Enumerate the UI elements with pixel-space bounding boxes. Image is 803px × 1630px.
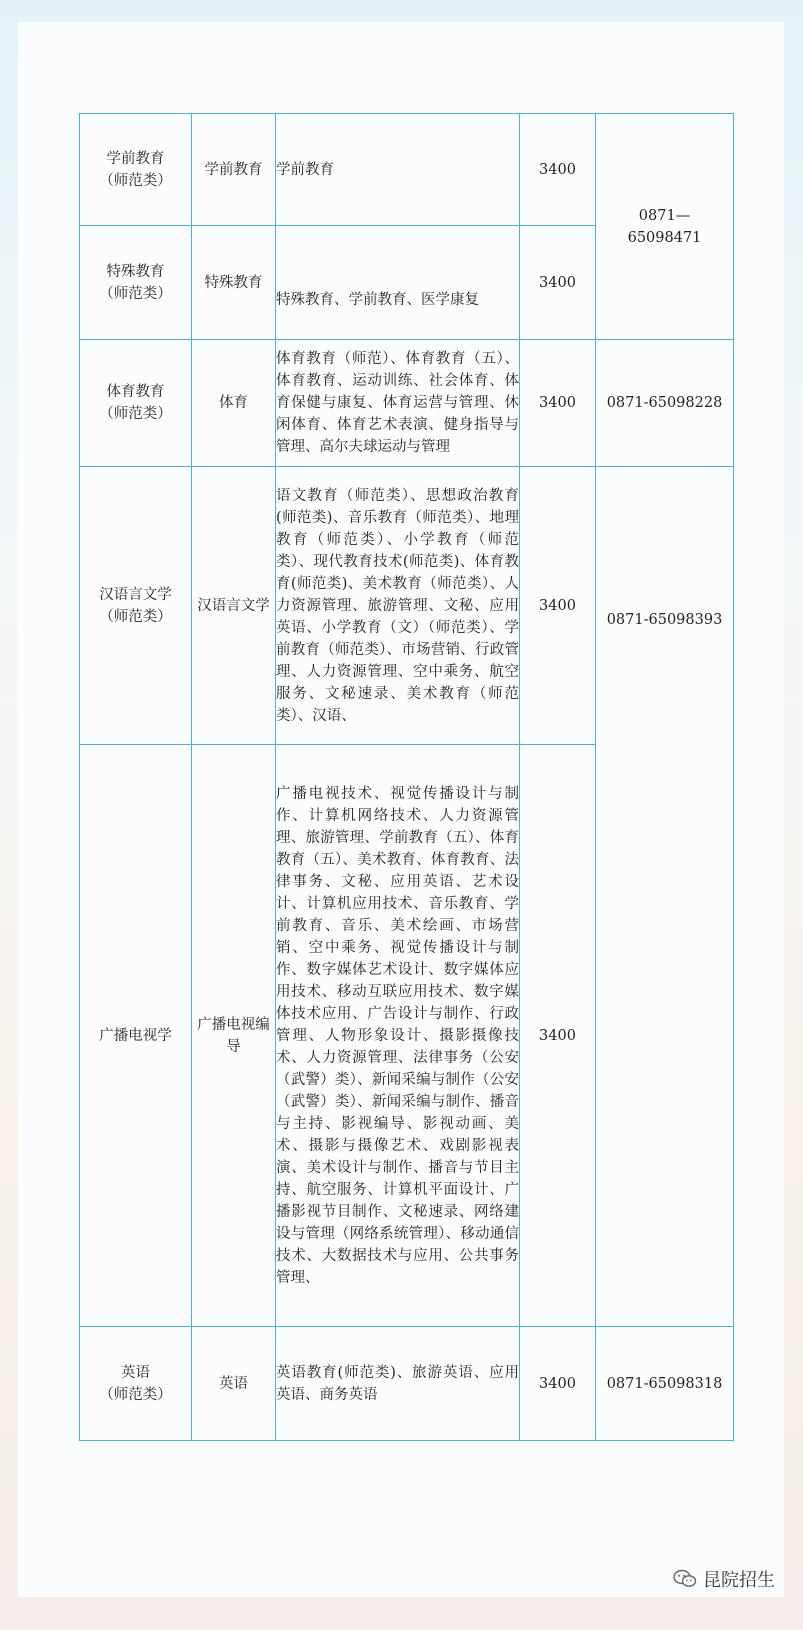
- original-major-cell: 体育: [192, 340, 276, 467]
- major-name: 广播电视学: [99, 1027, 172, 1044]
- major-cell: [80, 1327, 192, 1441]
- majors-table: [79, 113, 734, 1441]
- scope-cell: 广播电视技术、视觉传播设计与制作、计算机网络技术、人力资源管理、旅游管理、学前教育（五）、体育教育（五）、美术教育、体育教育、法律事务、文秘、应用英语、艺术设计、计算机应用技术、音乐教育、学前教育、音乐、美术绘画、市场营销、空中乘务、视觉传播设计与制作、数字媒体艺术设计、数字媒体应用技术、移动互联应用技术、数字媒体技术应用、广告设计与制作、行政管理、人物形象设计、摄影摄像技术、人力资源管理、法律事务（公安（武警）类）、新闻采编与制作（公安（武警）类）、新闻采编与制作、播音与主持、影视编导、影视动画、美术、摄影与摄像艺术、戏剧影视表演、美术设计与制作、播音与节目主持、航空服务、计算机平面设计、广播影视节目制作、文秘速录、网络建设与管理（网络系统管理）、移动通信技术、大数据技术与应用、公共事务管理、: [276, 745, 520, 1327]
- original-major-cell: 广播电视编导: [192, 745, 276, 1327]
- major-cell: [80, 340, 192, 467]
- major-name: 体育教育: [106, 384, 165, 400]
- table-row: [80, 467, 734, 745]
- major-cell: [80, 745, 192, 1327]
- fee-cell: 3400: [520, 114, 596, 226]
- original-major-cell: 汉语言文学: [192, 467, 276, 745]
- wechat-footer[interactable]: [673, 1566, 775, 1592]
- major-cell: [80, 114, 192, 226]
- major-name: 英语: [121, 1364, 150, 1381]
- fee-cell: 3400: [520, 226, 596, 340]
- scope-cell: 特殊教育、学前教育、医学康复: [276, 226, 520, 340]
- scope-cell: 语文教育（师范类）、思想政治教育(师范类)、音乐教育（师范类）、地理教育（师范类）、小学教育（师范类）、现代教育技术(师范类)、体育教育(师范类)、美术教育（师范类）、人力资源管理、旅游管理、文秘、应用英语、小学教育（文）（师范类）、学前教育（师范类）、市场营销、行政管理、人力资源管理、空中乘务、航空服务、文秘速录、美术教育（师范类）、汉语、: [276, 467, 520, 745]
- major-type: （师范类）: [99, 608, 172, 625]
- phone-cell: 0871-65098393: [596, 467, 734, 1327]
- table-row: [80, 340, 734, 467]
- original-major-cell: 特殊教育: [192, 226, 276, 340]
- original-major-cell: 学前教育: [192, 114, 276, 226]
- major-type: （师范类）: [99, 1386, 172, 1403]
- major-name: 汉语言文学: [99, 586, 172, 603]
- phone-cell: 0871—65098471: [596, 114, 734, 340]
- major-name: 特殊教育: [106, 263, 165, 280]
- table-row: [80, 114, 734, 226]
- major-cell: [80, 467, 192, 745]
- phone-cell: 0871-65098318: [596, 1327, 734, 1441]
- phone-cell: 0871-65098228: [596, 340, 734, 467]
- fee-cell: 3400: [520, 1327, 596, 1441]
- fee-cell: 3400: [520, 745, 596, 1327]
- fee-cell: 3400: [520, 340, 596, 467]
- scope-cell: 英语教育(师范类)、旅游英语、应用英语、商务英语: [276, 1327, 520, 1441]
- major-type: （师范类）: [99, 285, 172, 302]
- table-row: [80, 1327, 734, 1441]
- account-name: 昆院招生: [703, 1570, 775, 1591]
- major-name: 学前教育: [106, 150, 165, 167]
- scope-cell: 学前教育: [276, 114, 520, 226]
- wechat-icon: [673, 1569, 697, 1589]
- fee-cell: 3400: [520, 467, 596, 745]
- major-type: （师范类）: [99, 406, 172, 422]
- major-type: （师范类）: [99, 172, 172, 189]
- scope-cell: 体育教育（师范）、体育教育（五）、体育教育、运动训练、社会体育、体育保健与康复、体育运营与管理、休闲体育、体育艺术表演、健身指导与管理、高尔夫球运动与管理: [276, 340, 520, 467]
- major-cell: [80, 226, 192, 340]
- original-major-cell: 英语: [192, 1327, 276, 1441]
